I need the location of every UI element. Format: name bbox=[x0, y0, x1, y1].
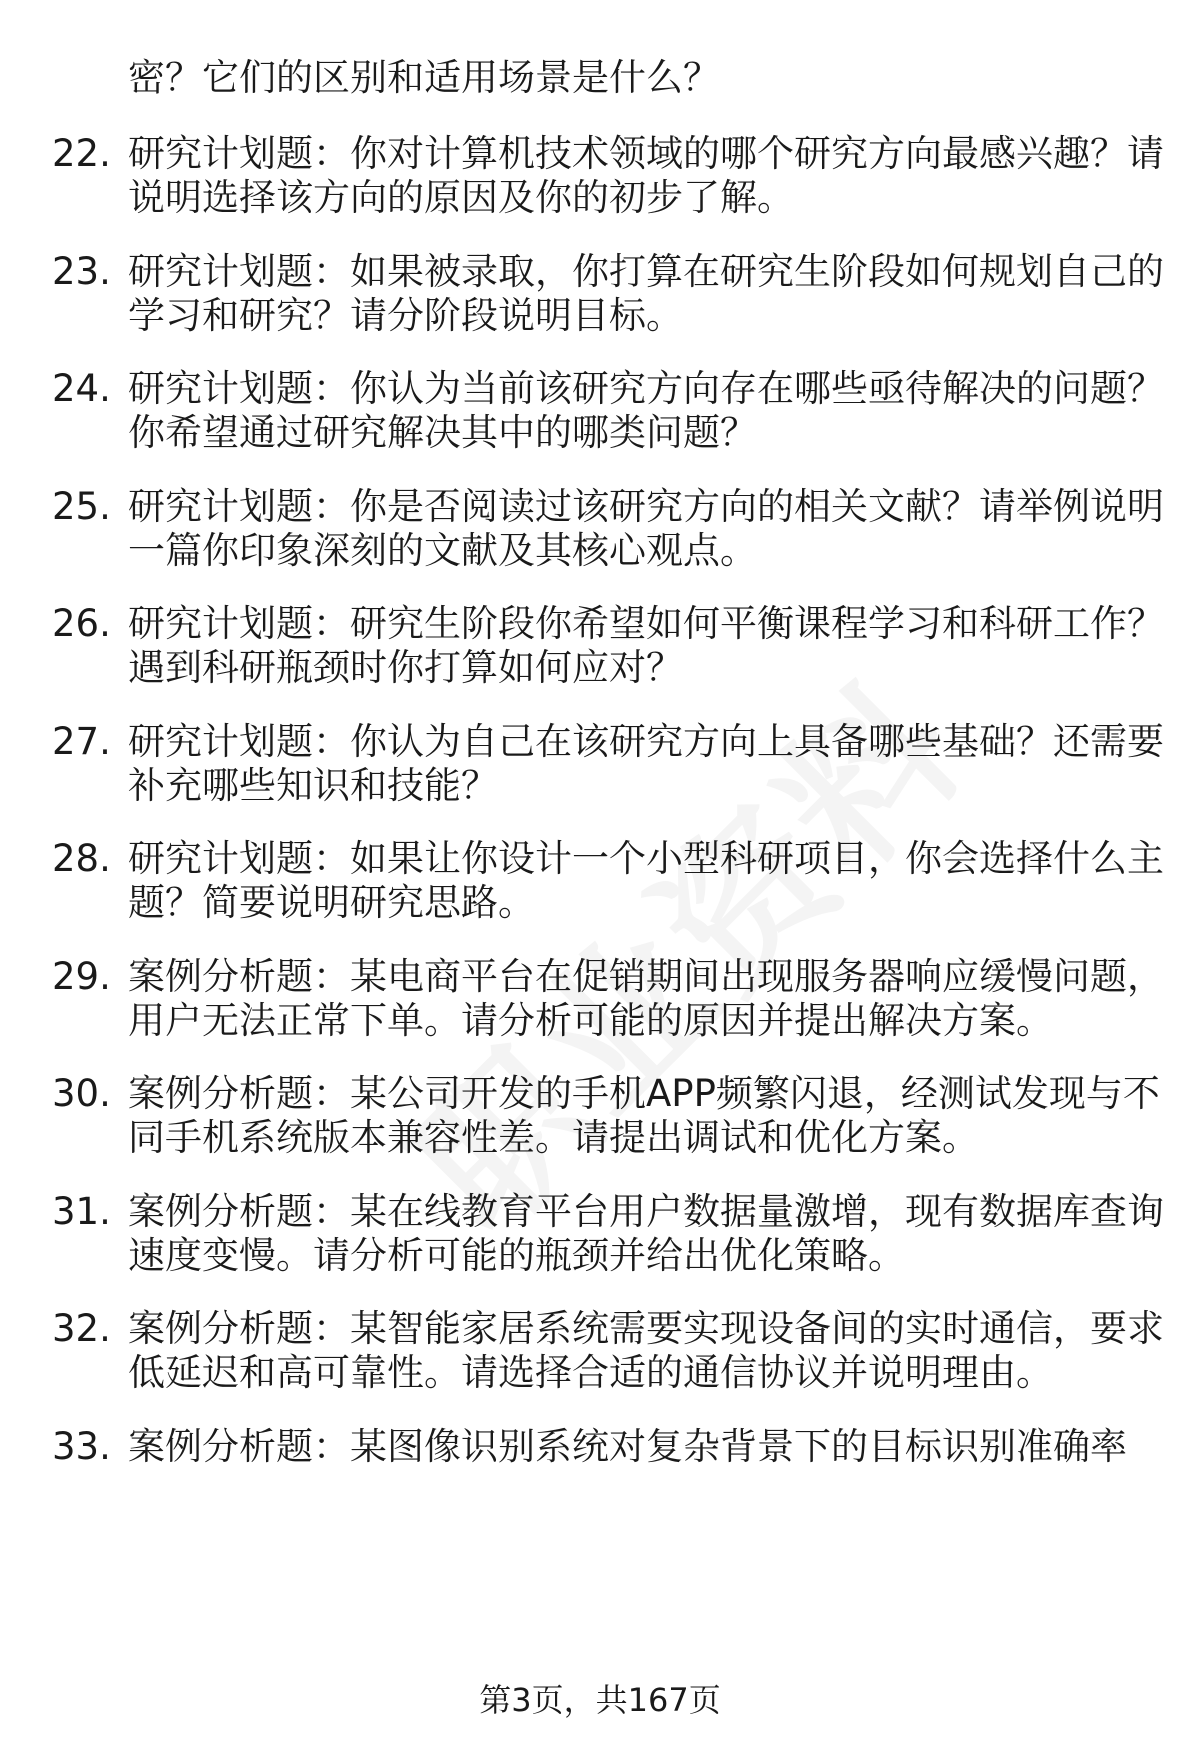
question-text-line-1: 案例分析题：某公司开发的手机APP频繁闪退，经测试发现与不 bbox=[128, 1072, 1160, 1115]
question-number: 29. bbox=[52, 955, 111, 998]
question-number: 32. bbox=[52, 1307, 111, 1350]
question-text-line-1: 案例分析题：某智能家居系统需要实现设备间的实时通信，要求 bbox=[128, 1307, 1164, 1350]
question-number: 33. bbox=[52, 1425, 111, 1468]
question-text-line-1: 研究计划题：你认为自己在该研究方向上具备哪些基础？还需要 bbox=[128, 720, 1164, 763]
question-text-line-2: 同手机系统版本兼容性差。请提出调试和优化方案。 bbox=[128, 1116, 979, 1159]
question-text-line-2: 补充哪些知识和技能？ bbox=[128, 764, 498, 807]
question-text-line-2: 用户无法正常下单。请分析可能的原因并提出解决方案。 bbox=[128, 999, 1053, 1042]
question-text-line-2: 低延迟和高可靠性。请选择合适的通信协议并说明理由。 bbox=[128, 1351, 1053, 1394]
question-number: 28. bbox=[52, 837, 111, 880]
question-text-line-2: 题？简要说明研究思路。 bbox=[128, 881, 535, 924]
question-number: 27. bbox=[52, 720, 111, 763]
continuation-line: 密？它们的区别和适用场景是什么？ bbox=[128, 56, 720, 99]
question-number: 22. bbox=[52, 132, 111, 175]
question-number: 25. bbox=[52, 485, 111, 528]
question-number: 31. bbox=[52, 1190, 111, 1233]
page-footer: 第3页，共167页 bbox=[479, 1681, 721, 1719]
question-text-line-1: 案例分析题：某图像识别系统对复杂背景下的目标识别准确率 bbox=[128, 1425, 1127, 1468]
question-text-line-1: 研究计划题：研究生阶段你希望如何平衡课程学习和科研工作？ bbox=[128, 602, 1164, 645]
question-number: 26. bbox=[52, 602, 111, 645]
question-text-line-2: 遇到科研瓶颈时你打算如何应对？ bbox=[128, 646, 683, 689]
question-number: 23. bbox=[52, 250, 111, 293]
question-number: 24. bbox=[52, 367, 111, 410]
question-text-line-1: 研究计划题：如果让你设计一个小型科研项目，你会选择什么主 bbox=[128, 837, 1164, 880]
question-text-line-2: 学习和研究？请分阶段说明目标。 bbox=[128, 294, 683, 337]
question-text-line-2: 说明选择该方向的原因及你的初步了解。 bbox=[128, 176, 794, 219]
question-text-line-1: 案例分析题：某电商平台在促销期间出现服务器响应缓慢问题， bbox=[128, 955, 1164, 998]
question-text-line-1: 研究计划题：如果被录取，你打算在研究生阶段如何规划自己的 bbox=[128, 250, 1164, 293]
question-text-line-1: 研究计划题：你是否阅读过该研究方向的相关文献？请举例说明 bbox=[128, 485, 1164, 528]
question-number: 30. bbox=[52, 1072, 111, 1115]
question-text-line-2: 你希望通过研究解决其中的哪类问题？ bbox=[128, 411, 757, 454]
question-text-line-1: 研究计划题：你认为当前该研究方向存在哪些亟待解决的问题？ bbox=[128, 367, 1164, 410]
question-text-line-2: 速度变慢。请分析可能的瓶颈并给出优化策略。 bbox=[128, 1234, 905, 1277]
question-text-line-1: 研究计划题：你对计算机技术领域的哪个研究方向最感兴趣？请 bbox=[128, 132, 1164, 175]
question-text-line-1: 案例分析题：某在线教育平台用户数据量激增，现有数据库查询 bbox=[128, 1190, 1164, 1233]
question-text-line-2: 一篇你印象深刻的文献及其核心观点。 bbox=[128, 529, 757, 572]
